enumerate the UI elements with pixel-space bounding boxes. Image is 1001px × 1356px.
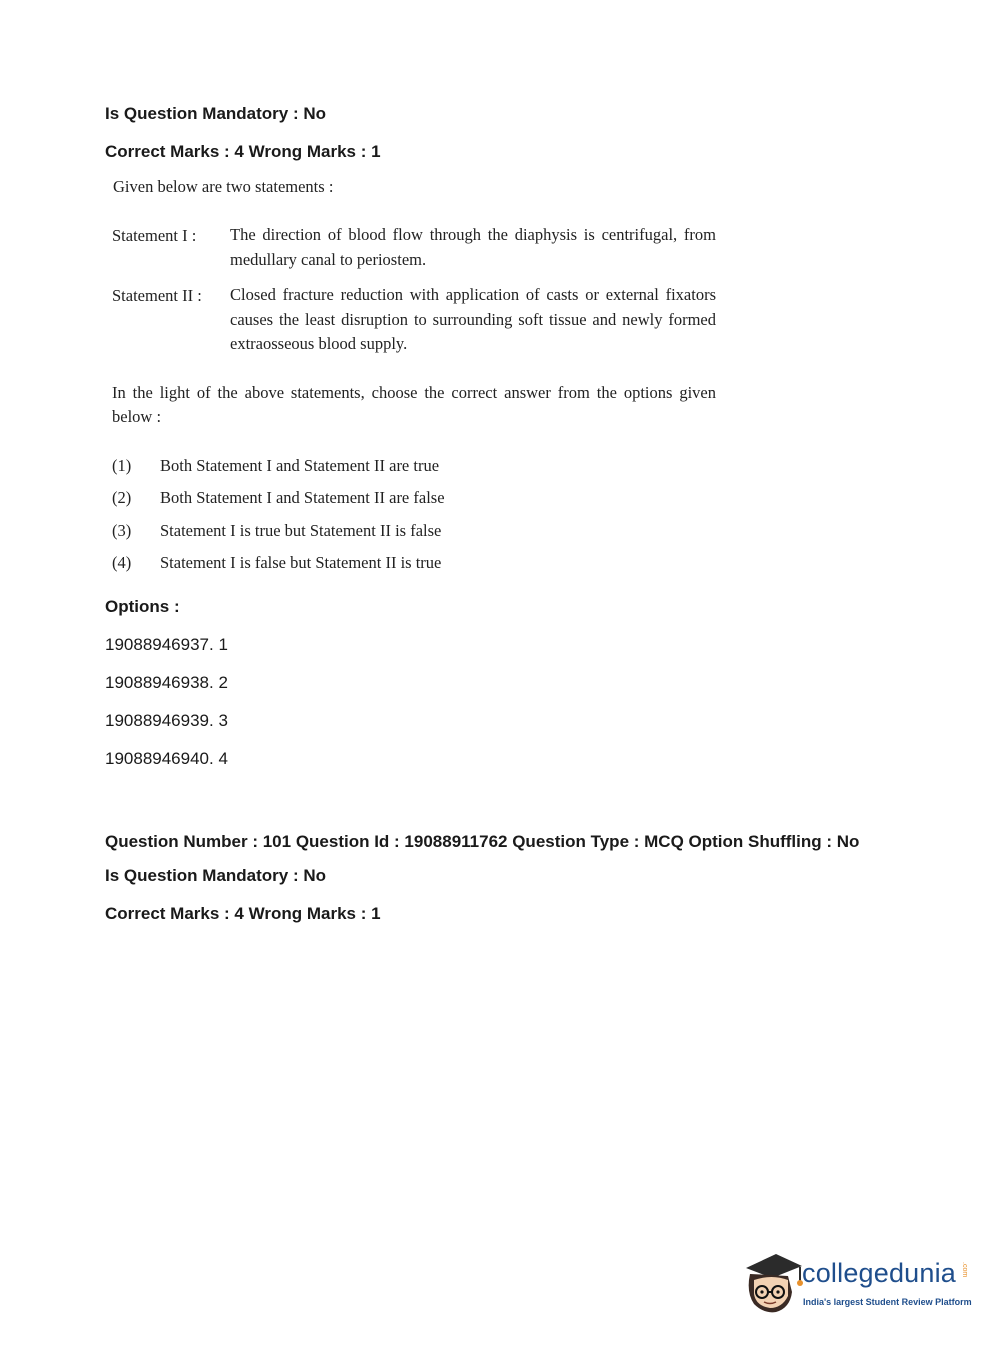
statement-1-label: Statement I : [112,226,197,245]
next-question-info: Question Number : 101 Question Id : 19088911762 Question Type : MCQ Option Shuffling : No [105,832,860,851]
question-intro: Given below are two statements : [113,177,334,196]
option-item: 19088946940. 4 [105,749,228,768]
choice-1-text: Both Statement I and Statement II are true [160,456,440,475]
logo-suffix: .com [961,1262,968,1278]
option-item: 19088946937. 1 [105,635,228,654]
choice-1-number: (1) [112,456,132,475]
choice-4-text: Statement I is false but Statement II is true [160,553,442,572]
choice-2-number: (2) [112,488,132,507]
statement-2-text: Closed fracture reduction with application of casts or external fixators causes the least disruption to surrounding soft tissue and newly formed extraosseous blood supply. [230,285,716,353]
question-image [112,174,716,584]
choice-3-text: Statement I is true but Statement II is false [160,521,442,540]
option-item: 19088946939. 3 [105,711,228,730]
logo-wordmark: collegedunia [802,1258,957,1288]
choice-2-text: Both Statement I and Statement II are false [160,488,445,507]
question-instruction: In the light of the above statements, choose the correct answer from the options given below : [112,383,716,426]
choice-3-number: (3) [112,521,132,540]
collegedunia-logo [742,1250,972,1320]
options-heading: Options : [105,597,180,616]
statement-2-label: Statement II : [112,286,202,305]
logo-tagline: India's largest Student Review Platform [803,1297,972,1307]
question-marks: Correct Marks : 4 Wrong Marks : 1 [105,142,381,161]
next-question-mandatory: Is Question Mandatory : No [105,866,327,885]
next-question-marks: Correct Marks : 4 Wrong Marks : 1 [105,904,381,923]
student-mascot-icon [742,1250,804,1316]
question-mandatory: Is Question Mandatory : No [105,104,327,123]
option-item: 19088946938. 2 [105,673,228,692]
choice-4-number: (4) [112,553,132,572]
statement-1-text: The direction of blood flow through the diaphysis is centrifugal, from medullary canal to periostem. [230,225,716,269]
